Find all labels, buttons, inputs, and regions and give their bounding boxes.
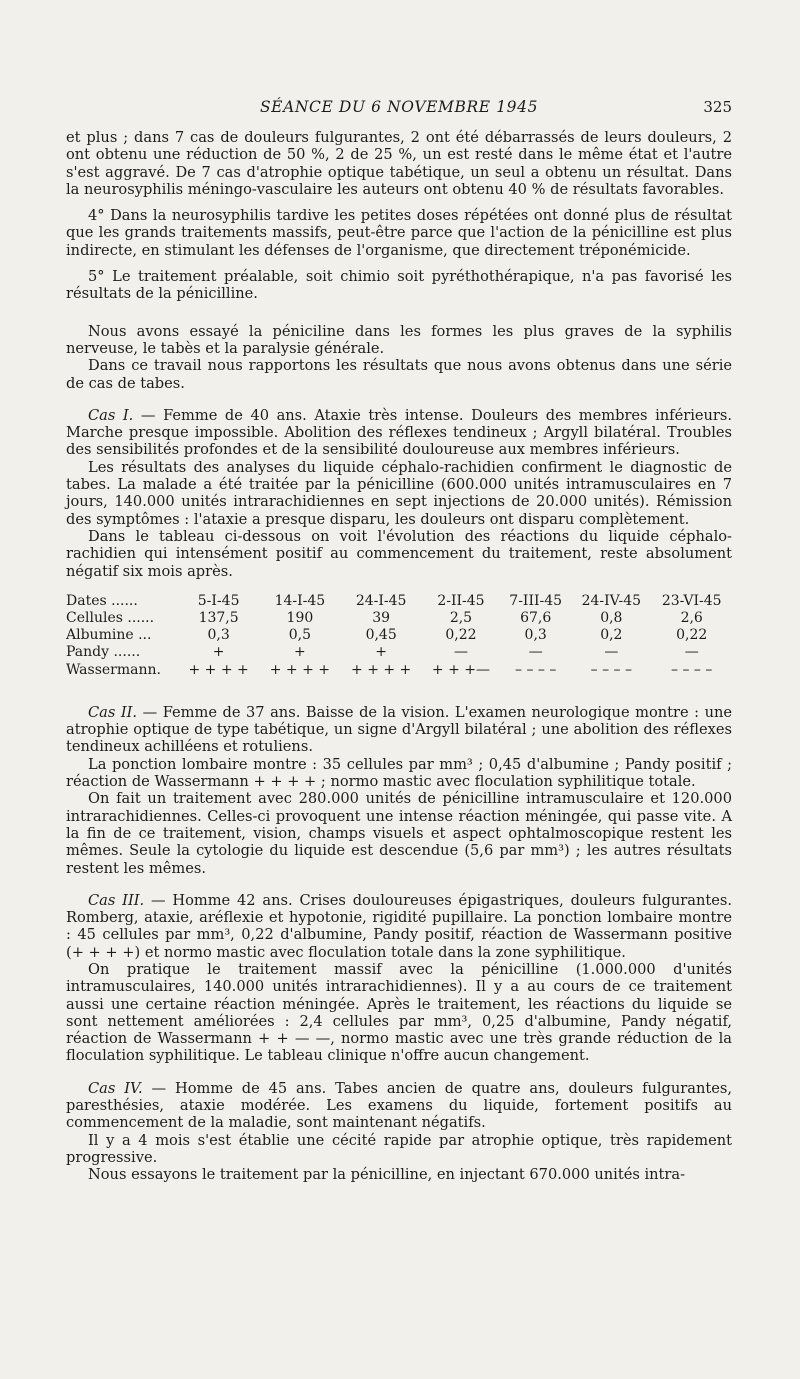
- case-2-description: [66, 704, 732, 756]
- table-cell: 24-IV-45: [581, 592, 642, 609]
- table-row-label: Cellules ......: [66, 610, 155, 627]
- table-cell: 0,2: [600, 627, 623, 644]
- table-cell: – – – –: [515, 661, 557, 678]
- table-cell: 2,5: [449, 610, 473, 627]
- case-1-table-intro: Dans le tableau ci-dessous on voit l'évolution des réactions du liquide céphalo-rachidien qui intensément positif au commencement du traitement, reste absolument négatif six mois après.: [66, 527, 732, 580]
- table-cell: 0,45: [365, 627, 397, 644]
- table-cell: + + +—: [431, 661, 490, 678]
- case-1-treatment: Les résultats des analyses du liquide céphalo-rachidien confirment le diagnostic de tabes. La malade a été traitée par la pénicilline (600.000 unités intramusculaires en 7 jours, 140.000 unités intrarachidiennes en sept injections de 20.000 unités). Rémission des symptômes : l'ataxie a presque disparu, les douleurs ont disparu complètement.: [66, 458, 732, 528]
- case-3-treatment: On pratique le traitement massif avec la pénicilline (1.000.000 d'unités intramusculaires, 140.000 unités intrarachidiennes). Il y a au cours de ce traitement aussi une certaine réaction méningée. Après le traitement, les réactions du liquide se sont nettement améliorées : 2,4 cellules par mm³, 0,25 d'albumine, Pandy négatif, réaction de Wassermann + + — —, normo mastic avec une très grande réduction de la floculation syphilitique. Le tableau clinique n'offre aucun changement.: [66, 961, 732, 1065]
- table-cell: 14-I-45: [274, 592, 326, 609]
- table-row: [66, 610, 732, 627]
- csf-results-table-body: [66, 593, 732, 679]
- table-cell: —: [684, 644, 699, 661]
- table-cell: —: [453, 644, 468, 661]
- case-4-description: [66, 1080, 732, 1132]
- table-cell: 2,6: [680, 610, 703, 627]
- table-row: [66, 644, 732, 661]
- running-title: SÉANCE DU 6 NOVEMBRE 1945: [259, 98, 539, 116]
- page-header: [66, 98, 732, 122]
- table-cell: 39: [372, 610, 391, 627]
- table-cell: 0,3: [524, 627, 547, 644]
- table-row-label: Albumine ...: [66, 627, 152, 644]
- table-cell: – – – –: [590, 661, 633, 678]
- case-3-description: [66, 892, 732, 961]
- case-2-label: Cas II.: [88, 703, 138, 721]
- case-3-text: — Homme 42 ans. Crises douloureuses épigastriques, douleurs fulgurantes. Romberg, ataxie, aréflexie et hypotonie, rigidité pupillaire. La ponction lombaire montre : 45 cellules par mm³, 0,22 d'albumine, Pandy positif, réaction de Wassermann positive (+ + + +) et normo mastic avec floculation totale dans la zone syphilitique.: [66, 891, 733, 961]
- table-cell: 0,22: [445, 627, 477, 644]
- case-4-label: Cas IV.: [88, 1079, 143, 1097]
- paragraph-point-5: 5° Le traitement préalable, soit chimio soit pyréthothérapique, n'a pas favorisé les résultats de la pénicilline.: [66, 268, 732, 303]
- table-cell: 0,5: [288, 627, 312, 644]
- case-2-lumbar-puncture: La ponction lombaire montre : 35 cellules par mm³ ; 0,45 d'albumine ; Pandy positif ; réaction de Wassermann + + + + ; normo mastic avec floculation syphilitique totale.: [66, 755, 732, 791]
- case-2-text: — Femme de 37 ans. Baisse de la vision. L'examen neurologique montre : une atrophie optique de type tabétique, un signe d'Argyll bilatéral ; une abolition des réflexes tendineux achilléens et rotuliens.: [66, 703, 733, 756]
- case-1-label: Cas I.: [88, 406, 134, 424]
- table-cell: 24-I-45: [355, 592, 407, 609]
- paragraph-point-4: 4° Dans la neurosyphilis tardive les petites doses répétées ont donné plus de résultat que les grands traitements massifs, peut-être parce que l'action de la pénicilline est plus indirecte, en stimulant les défenses de l'organisme, que directement tréponémicide.: [66, 207, 732, 259]
- table-cell: +: [212, 644, 225, 661]
- table-cell: 67,6: [520, 610, 552, 627]
- case-4-progression: Il y a 4 mois s'est établie une cécité rapide par atrophie optique, très rapidement progressive.: [66, 1131, 732, 1166]
- paragraph-study-intro: Nous avons essayé la péniciline dans les formes les plus graves de la syphilis nerveuse, le tabès et la paralysie générale.: [66, 322, 732, 357]
- case-3-label: Cas III.: [88, 891, 145, 909]
- table-cell: 0,8: [600, 610, 623, 627]
- table-cell: – – – –: [671, 661, 713, 678]
- table-row-label: Wassermann.: [66, 661, 161, 678]
- table-cell: —: [528, 644, 543, 661]
- paragraph-study-scope: Dans ce travail nous rapportons les résultats que nous avons obtenus dans une série de cas de tabes.: [66, 357, 732, 392]
- case-4-text: — Homme de 45 ans. Tabes ancien de quatre ans, douleurs fulgurantes, paresthésies, ataxie modérée. Les examens du liquide, fortement positifs au commencement de la maladie, sont maintenant négatifs.: [66, 1079, 732, 1132]
- table-cell: 190: [286, 610, 314, 627]
- table-cell: + + + +: [188, 661, 249, 678]
- table-cell: +: [294, 644, 306, 661]
- table-cell: —: [604, 644, 619, 661]
- table-row-label: Pandy ......: [66, 644, 141, 661]
- table-cell: 5-I-45: [197, 592, 240, 609]
- case-2-treatment: On fait un traitement avec 280.000 unités de pénicilline intramusculaire et 120.000 intrarachidiennes. Celles-ci provoquent une intense réaction méningée, qui passe vite. A la fin de ce traitement, vision, champs visuels et aspect ophtalmoscopique restent les mêmes. Seule la cytologie du liquide est descendue (5,6 par mm³) ; les autres résultats restent les mêmes.: [66, 790, 732, 877]
- table-cell: 137,5: [198, 610, 239, 627]
- table-row: [66, 662, 732, 679]
- table-cell: 0,22: [676, 627, 708, 644]
- table-row: [66, 627, 732, 644]
- case-1-description: [66, 407, 732, 459]
- table-cell: +: [375, 644, 388, 661]
- table-cell: 7-III-45: [509, 592, 563, 609]
- body-text: [66, 129, 732, 1184]
- table-cell: 0,3: [207, 627, 230, 644]
- page-number: 325: [703, 98, 732, 116]
- paragraph-results-summary: et plus ; dans 7 cas de douleurs fulgurantes, 2 ont été débarrassés de leurs douleurs, 2 ont obtenu une réduction de 50 %, 2 de 25 %, un est resté dans le même état et l'autre s'est aggravé. De 7 cas d'atrophie optique tabétique, un seul a obtenu un résultat. Dans la neurosyphilis méningo-vasculaire les auteurs ont obtenu 40 % de résultats favorables.: [66, 129, 732, 198]
- case-1-text: — Femme de 40 ans. Ataxie très intense. Douleurs des membres inférieurs. Marche presque impossible. Abolition des réflexes tendineux ; Argyll bilatéral. Troubles des sensibilités profondes et de la sensibilité douloureuse aux membres inférieurs.: [66, 406, 732, 459]
- csf-results-table: [66, 593, 732, 679]
- table-cell: 23-VI-45: [661, 592, 722, 609]
- table-cell: + + + +: [351, 661, 412, 678]
- table-row-label: Dates ......: [66, 592, 138, 609]
- table-cell: 2-II-45: [437, 592, 485, 609]
- case-4-treatment: Nous essayons le traitement par la pénicilline, en injectant 670.000 unités intra-: [88, 1166, 686, 1184]
- table-row: [66, 593, 732, 610]
- table-cell: + + + +: [269, 661, 331, 678]
